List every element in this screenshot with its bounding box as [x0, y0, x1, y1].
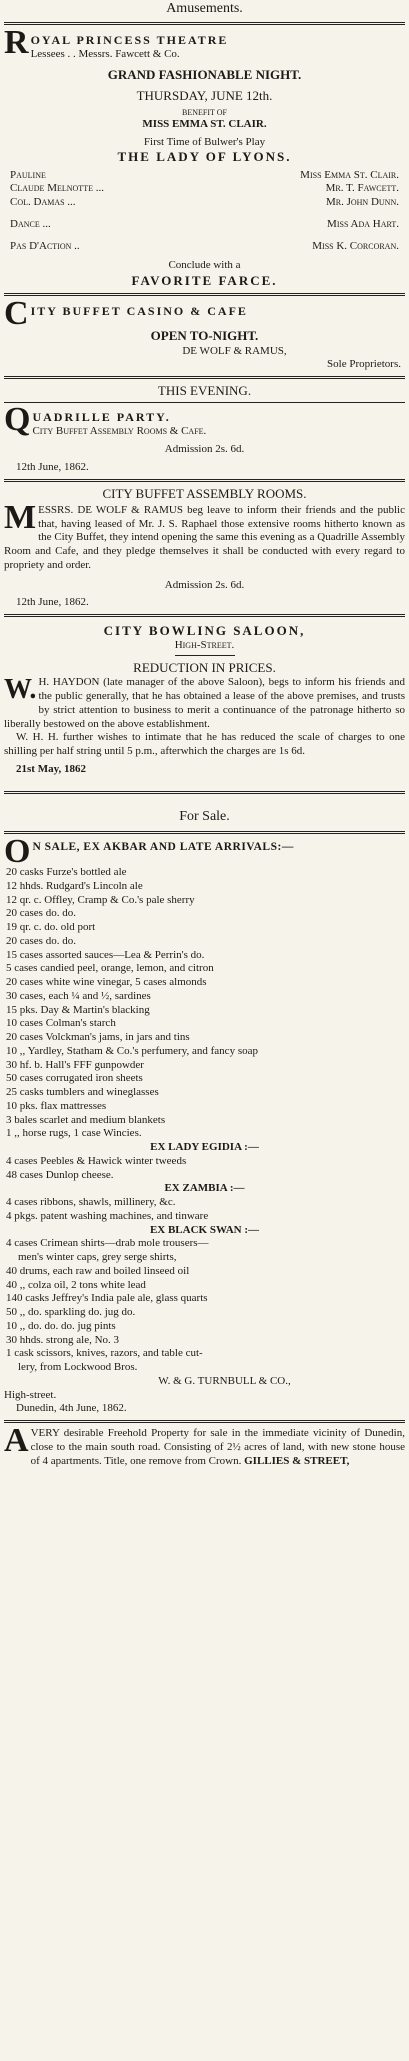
list-item: 1 cask scissors, knives, razors, and table cut- — [6, 1347, 203, 1360]
assembly-ad — [4, 486, 405, 611]
freehold-ad — [4, 1422, 405, 1468]
drop-cap: W. — [4, 674, 37, 706]
drop-cap: O — [4, 838, 31, 866]
first-time: First Time of Bulwer's Play — [143, 135, 266, 148]
list-item: 4 pkgs. patent washing machines, and tinware — [6, 1209, 209, 1222]
cast-actor: Mr. John Dunn. — [325, 196, 399, 208]
list-item: 12 qr. c. Offley, Cramp & Co.'s pale sherry — [6, 893, 195, 906]
amusements-heading: Amusements. — [166, 1, 243, 16]
theatre-ad — [4, 29, 405, 290]
buffet-name: ITY BUFFET CASINO & CAFE — [30, 304, 248, 319]
list-item: 20 casks Furze's bottled ale — [6, 866, 127, 878]
list-item: 30 hf. b. Hall's FFF gunpowder — [6, 1058, 144, 1071]
quadrille-ad — [4, 383, 405, 475]
list-item: 48 cases Dunlop cheese. — [6, 1168, 114, 1181]
divider — [4, 22, 405, 25]
quadrille-venue: City Buffet Assembly Rooms & Cafe. — [32, 425, 207, 438]
list-item: 50 cases corrugated iron sheets — [6, 1072, 143, 1085]
this-evening: THIS EVENING. — [157, 383, 252, 398]
list-item: 140 casks Jeffrey's India pale ale, glass quarts — [6, 1292, 208, 1305]
divider — [4, 791, 405, 794]
assembly-title: CITY BUFFET ASSEMBLY ROOMS. — [102, 485, 307, 501]
quadrille-name: UADRILLE PARTY. — [32, 410, 171, 425]
list-item: 20 cases white wine vinegar, 5 cases almonds — [6, 976, 207, 988]
buffet-ad — [4, 300, 405, 372]
forsale-street: High-street. — [4, 1388, 57, 1401]
divider — [175, 655, 235, 656]
list-item: 15 cases assorted sauces—Lea & Perrin's do. — [6, 948, 205, 961]
zambia-heading: EX ZAMBIA :— — [164, 1182, 245, 1195]
sale-list — [4, 866, 405, 1141]
play-title: THE LADY OF LYONS. — [117, 149, 292, 165]
cast-role: Pauline — [10, 168, 46, 181]
egidia-heading: EX LADY EGIDIA :— — [150, 1141, 259, 1153]
forsale-ad — [4, 838, 405, 1416]
forsale-signature: W. & G. TURNBULL & CO., — [158, 1374, 291, 1387]
divider — [4, 402, 405, 403]
list-item: 4 cases Peebles & Hawick winter tweeds — [6, 1154, 187, 1167]
buffet-role: Sole Proprietors. — [327, 358, 401, 371]
bowling-street: High-Street. — [174, 639, 235, 652]
list-item: 20 cases do. do. — [6, 934, 76, 947]
bowling-body1: H. HAYDON (late manager of the above Saloon), begs to inform his friends and the public generally, that he has obtained a lease of the above premises, and trusts by strict attention to business to merit a continuance of the patronage hitherto so liberally bestowed on the above establishment. — [4, 676, 405, 730]
bowling-ad — [4, 623, 405, 777]
divider — [4, 293, 405, 296]
cast-role: Claude Melnotte ... — [10, 182, 104, 195]
drop-cap: M — [4, 498, 37, 536]
drop-cap: Q — [4, 406, 31, 439]
theatre-date: THURSDAY, JUNE 12th. — [136, 87, 273, 103]
buffet-owners: DE WOLF & RAMUS, — [182, 344, 287, 357]
list-item: 30 cases, each ¼ and ½, sardines — [6, 989, 151, 1002]
buffet-open: OPEN TO-NIGHT. — [150, 328, 259, 344]
beneficiary: MISS EMMA ST. CLAIR. — [142, 117, 267, 130]
cast-actor: Mr. T. Fawcett. — [325, 182, 399, 195]
list-item: 40 drums, each raw and boiled linseed oil — [6, 1264, 190, 1277]
quadrille-date: 12th June, 1862. — [16, 460, 89, 473]
list-item: 25 casks tumblers and wineglasses — [6, 1086, 159, 1098]
cast-role: Col. Damas ... — [10, 196, 76, 208]
freehold-body: VERY desirable Freehold Property for sale in the immediate vicinity of Dunedin, close to the main south road. Consisting of 2½ acres of land, with new stone house of 4 apartments. Title, one remove from Crown. — [30, 1427, 405, 1467]
list-item: 4 cases ribbons, shawls, millinery, &c. — [6, 1196, 176, 1208]
list-item: 20 cases do. do. — [6, 907, 76, 920]
drop-cap: A — [4, 1422, 29, 1459]
forsale-date: Dunedin, 4th June, 1862. — [16, 1402, 127, 1415]
divider — [4, 479, 405, 482]
list-item: men's winter caps, grey serge shirts, — [18, 1251, 177, 1263]
list-item: 30 hhds. strong ale, No. 3 — [6, 1333, 120, 1346]
bowling-body2: W. H. H. further wishes to intimate that he has reduced the scale of charges to one shilling per half string until 5 p.m., afterwhich the charges are 1s 6d. — [4, 731, 405, 757]
bowling-title: CITY BOWLING SALOON, — [103, 623, 306, 638]
freehold-agent: GILLIES & STREET, — [244, 1454, 350, 1467]
list-item: 19 qr. c. do. old port — [6, 921, 96, 933]
quadrille-admission: Admission 2s. 6d. — [164, 443, 245, 455]
forsale-heading: For Sale. — [179, 808, 230, 824]
list-item: 3 bales scarlet and medium blankets — [6, 1113, 166, 1126]
divider — [4, 1420, 405, 1423]
list-item: 10 cases Colman's starch — [6, 1017, 116, 1030]
list-item: 15 pks. Day & Martin's blacking — [6, 1003, 150, 1016]
cast-actor: Miss Emma St. Clair. — [300, 168, 399, 181]
cast-role: Dance ... — [10, 217, 51, 230]
benefit-of: BENEFIT OF — [182, 107, 227, 117]
forsale-intro: N SALE, EX AKBAR AND LATE ARRIVALS:— — [32, 841, 294, 853]
list-item: lery, from Lockwood Bros. — [18, 1361, 138, 1373]
divider — [4, 831, 405, 834]
list-item: 10 pks. flax mattresses — [6, 1099, 107, 1112]
list-item: 10 ,, Yardley, Statham & Co.'s perfumery, and fancy soap — [6, 1044, 258, 1057]
assembly-body: ESSRS. DE WOLF & RAMUS beg leave to inform their friends and the public that, having leased of Mr. J. S. Raphael those extensive rooms hitherto known as the City Buffet, they intend opening the same this evening as a Quadrille Assembly Room and Cafe, and they pledge themselves it shall be conducted with every regard to propriety and order. — [4, 503, 405, 571]
assembly-date: 12th June, 1862. — [16, 596, 89, 609]
list-item: 1 ,, horse rugs, 1 case Wincies. — [6, 1127, 142, 1140]
list-item: 50 ,, do. sparkling do. jug do. — [6, 1306, 136, 1318]
drop-cap: R — [4, 28, 29, 61]
newspaper-column — [4, 0, 405, 1468]
divider — [4, 614, 405, 617]
bowling-reduction: REDUCTION IN PRICES. — [133, 660, 276, 675]
divider — [4, 376, 405, 379]
swan-heading: EX BLACK SWAN :— — [149, 1223, 260, 1236]
cast-actor: Miss K. Corcoran. — [312, 239, 399, 252]
theatre-lessees: Lessees . . Messrs. Fawcett & Co. — [30, 47, 180, 60]
conclude: Conclude with a — [168, 259, 241, 272]
bowling-date: 21st May, 1862 — [16, 762, 86, 775]
cast-actor: Miss Ada Hart. — [327, 217, 399, 230]
list-item: 4 cases Crimean shirts—drab mole trousers— — [6, 1237, 209, 1250]
drop-cap: C — [4, 300, 29, 329]
assembly-admission: Admission 2s. 6d. — [164, 578, 245, 591]
list-item: 12 hhds. Rudgard's Lincoln ale — [6, 879, 143, 892]
list-item: 10 ,, do. do. do. jug pints — [6, 1319, 116, 1332]
theatre-night: GRAND FASHIONABLE NIGHT. — [107, 67, 302, 83]
list-item: 40 ,, colza oil, 2 tons white lead — [6, 1278, 146, 1291]
theatre-name: OYAL PRINCESS THEATRE — [30, 32, 229, 47]
list-item: 5 cases candied peel, orange, lemon, and citron — [6, 962, 214, 975]
farce: FAVORITE FARCE. — [131, 273, 278, 288]
list-item: 20 cases Volckman's jams, in jars and tins — [6, 1031, 190, 1043]
cast-role: Pas D'Action .. — [10, 239, 80, 252]
